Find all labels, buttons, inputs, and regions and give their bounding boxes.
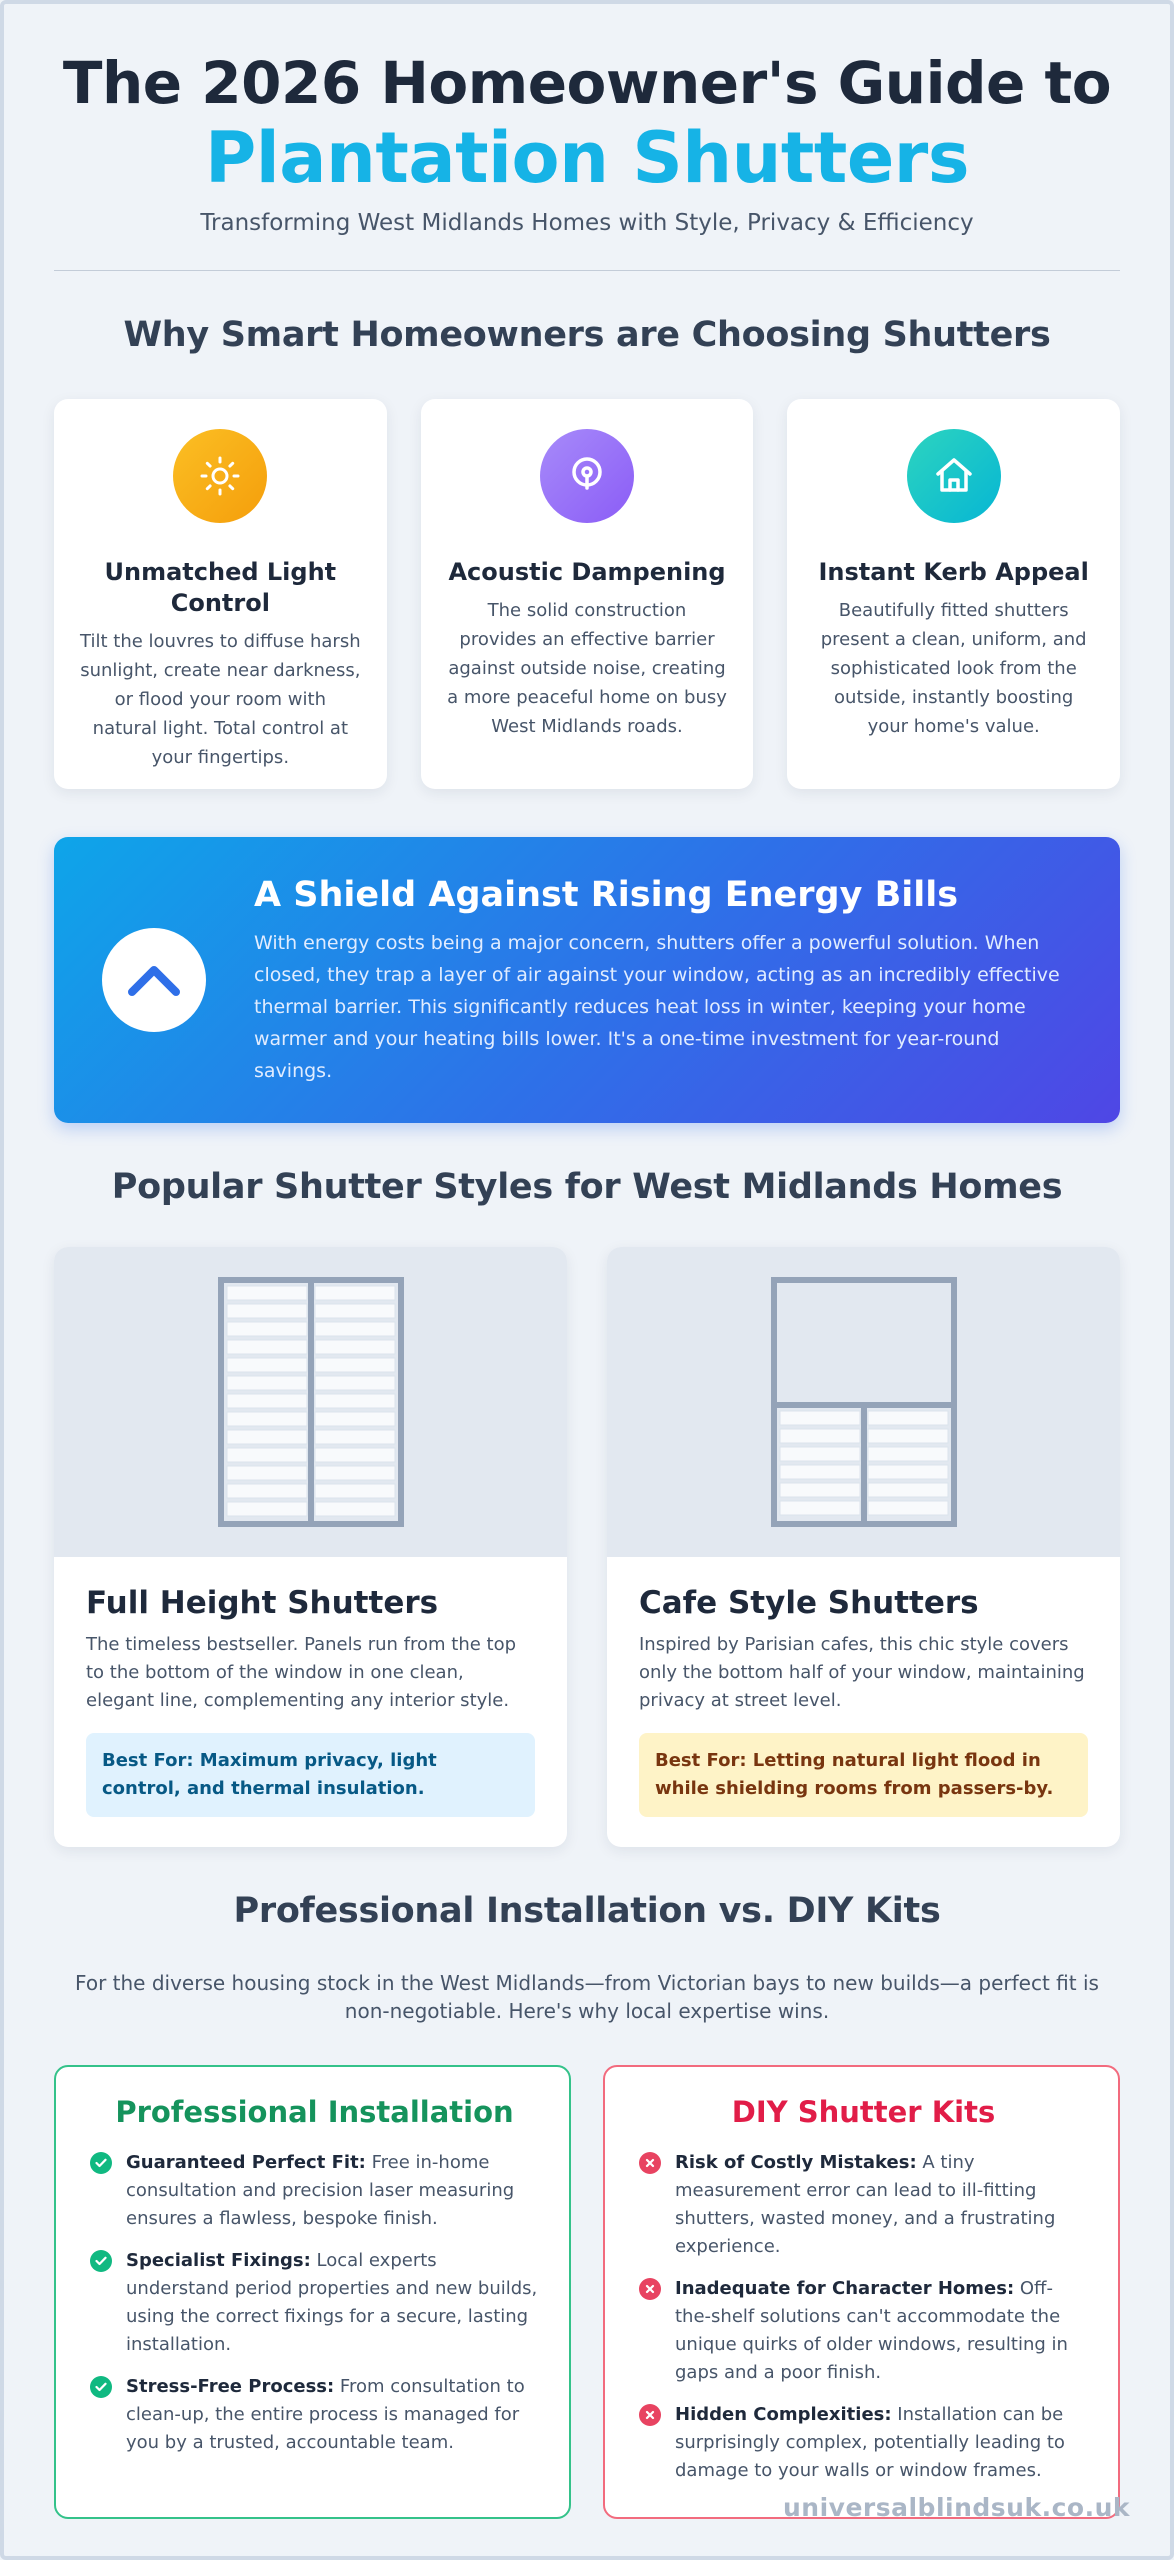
styles-row — [54, 1247, 1120, 1847]
item-text: Free in-home consultation and precision laser measuring ensures a flawless, bespoke finish. — [126, 2152, 515, 2229]
professional-title: Professional Installation — [115, 2095, 514, 2129]
item-lead: Specialist Fixings: — [126, 2250, 311, 2271]
louvre-slat — [315, 1358, 395, 1372]
benefits-row — [54, 399, 1120, 789]
item-lead: Hidden Complexities: — [675, 2404, 892, 2425]
sun-icon — [173, 429, 267, 523]
louvre-slat — [780, 1483, 860, 1497]
energy-banner — [54, 837, 1120, 1123]
louvre-slat — [780, 1429, 860, 1443]
item-text: Installation can be surprisingly complex, potentially leading to damage to your walls or window frames. — [675, 2404, 1065, 2481]
benefit-title: Instant Kerb Appeal — [818, 558, 1089, 586]
best-for-note: Best For: Letting natural light flood in while shielding rooms from passers-by. — [639, 1733, 1088, 1817]
louvre-slat — [227, 1394, 307, 1408]
louvre-slat — [868, 1429, 948, 1443]
cross-icon — [639, 2152, 661, 2174]
install-title: Professional Installation vs. DIY Kits — [233, 1891, 941, 1931]
comparison-row — [54, 2065, 1120, 2519]
louvre-slat — [315, 1322, 395, 1336]
louvre-slat — [227, 1340, 307, 1354]
full-height-shutter-illustration — [54, 1247, 567, 1557]
ear-icon — [540, 429, 634, 523]
louvre-slat — [315, 1304, 395, 1318]
home-icon — [907, 429, 1001, 523]
benefit-card-light — [54, 399, 387, 789]
louvre-slat — [315, 1448, 395, 1462]
page-subtitle: Transforming West Midlands Homes with Style, Privacy & Efficiency — [200, 210, 974, 236]
pro-item — [90, 2247, 539, 2359]
louvre-slat — [780, 1447, 860, 1461]
cafe-shutter-illustration — [607, 1247, 1120, 1557]
website-watermark: universalblindsuk.co.uk — [782, 2493, 1130, 2522]
louvre-slat — [315, 1376, 395, 1390]
diy-item — [639, 2401, 1088, 2485]
louvre-slat — [315, 1430, 395, 1444]
diy-card — [603, 2065, 1120, 2519]
styles-title: Popular Shutter Styles for West Midlands Homes — [111, 1167, 1063, 1207]
louvre-slat — [868, 1501, 948, 1515]
chevron-up-icon — [102, 928, 206, 1032]
energy-text-block — [254, 873, 1082, 1087]
item-text: Off-the-shelf solutions can't accommodate the unique quirks of older windows, resulting in gaps and a poor finish. — [675, 2278, 1068, 2383]
item-text: From consultation to clean-up, the entire process is managed for you by a trusted, accountable team. — [126, 2376, 525, 2453]
diy-item — [639, 2149, 1088, 2261]
style-text: Inspired by Parisian cafes, this chic style covers only the bottom half of your window, maintaining privacy at street level. — [639, 1634, 1085, 1711]
louvre-slat — [227, 1322, 307, 1336]
louvre-slat — [315, 1286, 395, 1300]
louvre-slat — [227, 1304, 307, 1318]
item-lead: Guaranteed Perfect Fit: — [126, 2152, 366, 2173]
check-icon — [90, 2250, 112, 2272]
style-text: The timeless bestseller. Panels run from the top to the bottom of the window in one clean, elegant line, complementing any interior style. — [86, 1634, 517, 1711]
benefit-title: Unmatched Light Control — [104, 558, 337, 617]
benefit-text: The solid construction provides an effective barrier against outside noise, creating a more peaceful home on busy West Midlands roads. — [447, 600, 727, 737]
louvre-slat — [868, 1411, 948, 1425]
louvre-slat — [780, 1465, 860, 1479]
energy-title: A Shield Against Rising Energy Bills — [254, 875, 959, 915]
louvre-slat — [227, 1430, 307, 1444]
item-text: Local experts understand period properties and new builds, using the correct fixings for a secure, lasting installation. — [126, 2250, 538, 2355]
item-text: A tiny measurement error can lead to ill-fitting shutters, wasted money, and a frustrating experience. — [675, 2152, 1056, 2257]
benefit-title: Acoustic Dampening — [448, 558, 726, 586]
louvre-slat — [868, 1447, 948, 1461]
louvre-slat — [780, 1411, 860, 1425]
check-icon — [90, 2376, 112, 2398]
energy-text: With energy costs being a major concern, shutters offer a powerful solution. When closed, they trap a layer of air against your window, acting as an incredibly effective thermal barrier. This significantly reduces heat loss in winter, keeping your home warmer and your heating bills lower. It's a one-time investment for year-round savings. — [254, 932, 1060, 1082]
divider — [54, 270, 1120, 271]
louvre-slat — [315, 1412, 395, 1426]
benefit-card-kerb — [787, 399, 1120, 789]
style-title: Full Height Shutters — [86, 1585, 439, 1621]
diy-item — [639, 2275, 1088, 2387]
louvre-slat — [315, 1340, 395, 1354]
style-card-full-height — [54, 1247, 567, 1847]
benefit-text: Beautifully fitted shutters present a clean, uniform, and sophisticated look from the outside, instantly boosting your home's value. — [820, 600, 1087, 737]
page-title — [54, 46, 1120, 199]
item-lead: Inadequate for Character Homes: — [675, 2278, 1015, 2299]
louvre-slat — [315, 1394, 395, 1408]
title-line-2: Plantation Shutters — [205, 117, 969, 199]
louvre-slat — [868, 1465, 948, 1479]
louvre-slat — [315, 1484, 395, 1498]
louvre-slat — [227, 1466, 307, 1480]
louvre-slat — [315, 1502, 395, 1516]
install-intro: For the diverse housing stock in the West Midlands—from Victorian bays to new builds—a perfect fit is non-negotiable. Here's why local expertise wins. — [75, 1971, 1099, 2023]
louvre-slat — [227, 1376, 307, 1390]
diy-title: DIY Shutter Kits — [731, 2095, 996, 2129]
louvre-slat — [227, 1358, 307, 1372]
pro-item — [90, 2149, 539, 2233]
hero — [54, 4, 1120, 236]
benefit-text: Tilt the louvres to diffuse harsh sunlight, create near darkness, or flood your room with natural light. Total control at your fingertips. — [80, 631, 361, 768]
louvre-slat — [227, 1484, 307, 1498]
louvre-slat — [315, 1466, 395, 1480]
check-icon — [90, 2152, 112, 2174]
item-lead: Stress-Free Process: — [126, 2376, 335, 2397]
pro-item — [90, 2373, 539, 2457]
cross-icon — [639, 2404, 661, 2426]
best-for-note: Best For: Maximum privacy, light control, and thermal insulation. — [86, 1733, 535, 1817]
title-line-1: The 2026 Homeowner's Guide to — [62, 49, 1112, 117]
professional-card — [54, 2065, 571, 2519]
why-title: Why Smart Homeowners are Choosing Shutters — [123, 315, 1051, 355]
louvre-slat — [227, 1412, 307, 1426]
cross-icon — [639, 2278, 661, 2300]
louvre-slat — [227, 1286, 307, 1300]
benefit-card-acoustic — [421, 399, 754, 789]
style-title: Cafe Style Shutters — [639, 1585, 979, 1621]
style-card-cafe — [607, 1247, 1120, 1847]
louvre-slat — [227, 1448, 307, 1462]
item-lead: Risk of Costly Mistakes: — [675, 2152, 917, 2173]
louvre-slat — [227, 1502, 307, 1516]
louvre-slat — [868, 1483, 948, 1497]
louvre-slat — [780, 1501, 860, 1515]
